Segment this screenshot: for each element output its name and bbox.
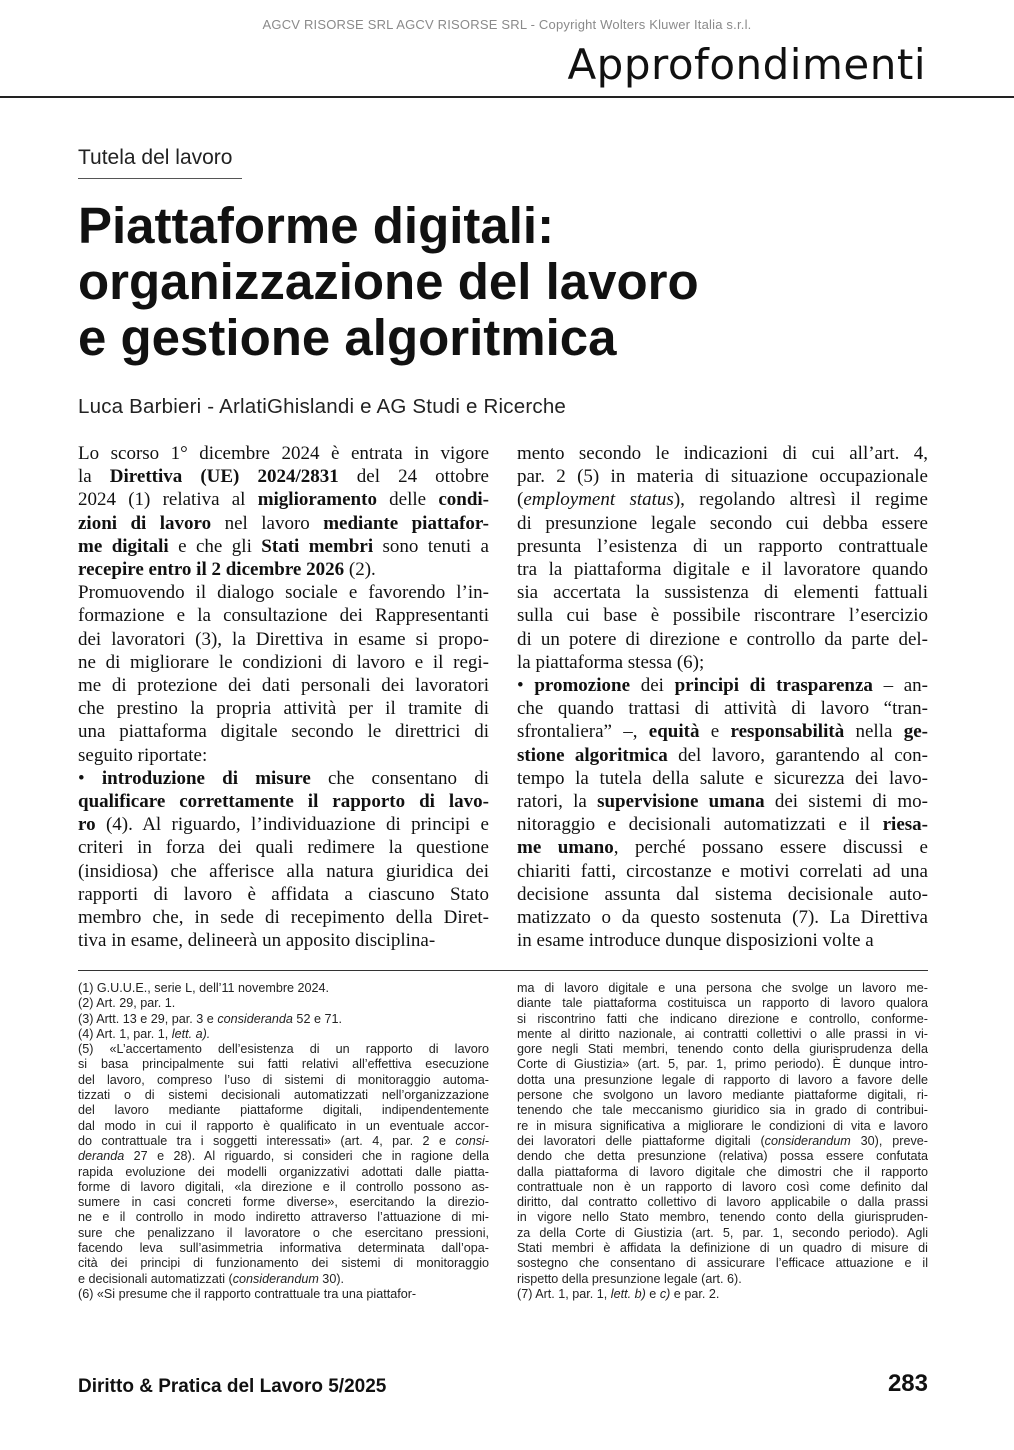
text-run: forme di lavoro digitali, «la direzione e il controllo possono as- [78, 1179, 489, 1194]
text-run: nella [844, 721, 904, 743]
text-run: re in misura significativa a migliorare le condizioni di vita e lavoro [517, 1118, 928, 1133]
text-run: delle [376, 489, 439, 511]
footnote-line [517, 1012, 928, 1027]
footnotes-rule [78, 970, 928, 971]
text-run: tiva in esame, delineerà un apposito disciplina- [78, 930, 436, 952]
body-text-line [517, 720, 928, 743]
bold-run: responsabilità [730, 721, 845, 743]
text-run: diritto, dal contratto collettivo di lavoro applicabile o dalla prassi [517, 1195, 928, 1210]
text-run: (insidiosa) che afferisce alla natura giuridica dei [78, 860, 489, 882]
bold-run: me umano [517, 837, 614, 859]
italic-run: considerandum [232, 1271, 319, 1286]
text-run: di un potere di direzione e controllo da parte del- [517, 628, 928, 650]
body-text-line [517, 535, 928, 558]
text-run: si basa principalmente sui fatti relativi all’effettiva esecuzione [78, 1057, 489, 1072]
footnote-line [517, 1256, 928, 1271]
body-text-line [78, 535, 489, 558]
text-run: 30). [318, 1271, 345, 1286]
body-text-line [517, 697, 928, 720]
footnote-line [78, 1195, 489, 1210]
bold-run: stione algoritmica [517, 744, 668, 766]
title-line: e gestione algoritmica [78, 309, 617, 366]
body-text-line [517, 628, 928, 651]
footnote-line [78, 1057, 489, 1072]
text-run: – an- [872, 675, 928, 697]
footnote-line [78, 1027, 489, 1042]
footnote-line [78, 1165, 489, 1180]
italic-run: consi- [455, 1133, 489, 1148]
footnote-line [78, 1134, 489, 1149]
text-run: presunta l’esistenza di un rapporto contrattuale [517, 535, 928, 557]
footnote-line [517, 1287, 928, 1302]
text-run: ( [517, 489, 524, 511]
text-run: del 24 ottobre [338, 466, 489, 488]
text-run: (7) Art. 1, par. 1, [517, 1286, 611, 1301]
body-text-line [78, 674, 489, 697]
body-text-line [517, 674, 928, 697]
footnote-line [517, 1210, 928, 1225]
footnote-line [78, 1241, 489, 1256]
body-text-line [517, 929, 928, 952]
text-run: la piattaforma stessa (6); [517, 651, 705, 673]
text-run: (2). [344, 559, 376, 581]
body-text-line [78, 767, 489, 790]
text-run: mento secondo le indicazioni di cui all’art. 4, [517, 443, 928, 464]
text-run: za della Corte di Giustizia (art. 5, par. 1, secondo periodo). Agli [517, 1225, 928, 1240]
text-run: decisione assunta dal sistema decisionale auto- [517, 883, 928, 905]
text-run: una piattaforma digitale secondo le direttrici di [78, 721, 489, 743]
footnote-line [517, 1057, 928, 1072]
bold-run: riesa- [882, 814, 928, 836]
body-text-line [78, 581, 489, 604]
text-run: do contrattuale tra i soggetti interessati» (art. 4, par. 2 e [78, 1133, 456, 1148]
text-run: che consentano di [310, 767, 489, 789]
body-text-line [517, 465, 928, 488]
body-text-line [78, 651, 489, 674]
text-run: dei [630, 675, 675, 697]
text-run: Stati membri è affidata la definizione di un quadro di misure di [517, 1241, 928, 1256]
bold-run: Stati membri [261, 535, 374, 557]
footnote-line [78, 1012, 489, 1027]
body-text-line [78, 813, 489, 836]
bold-run: me digitali [78, 535, 169, 557]
text-run: cità dei principi di funzionamento dei sistemi di monitoraggio [78, 1256, 489, 1271]
copyright-notice: AGCV RISORSE SRL AGCV RISORSE SRL - Copyright Wolters Kluwer Italia s.r.l. [262, 17, 752, 32]
article-title [78, 198, 938, 366]
text-run: dei lavoratori delle piattaforme digitali ( [517, 1133, 765, 1148]
text-run: sostegno che consentano di assicurare l’efficace attuazione e il [517, 1256, 928, 1271]
body-text-line [78, 604, 489, 627]
body-text-line [78, 883, 489, 906]
bold-run: ro [78, 814, 96, 836]
text-run: rapida evoluzione dei modelli organizzativi adottati dalle piatta- [78, 1164, 489, 1179]
body-text-line [517, 767, 928, 790]
footnote-line [78, 1180, 489, 1195]
body-text-line [517, 651, 928, 674]
text-run: (4) Art. 1, par. 1, [78, 1026, 172, 1041]
italic-run: lett. a). [171, 1026, 211, 1041]
italic-run: lett. b) [610, 1286, 646, 1301]
body-text-line [78, 836, 489, 859]
text-run: sure che penalizzano il lavoratore o che esercitano pressioni, [78, 1225, 489, 1240]
footnote-line [78, 1042, 489, 1057]
text-run: matizzato o da questo sostenuta (7). La Direttiva [517, 907, 928, 929]
text-run: dendo che detta presunzione (relativa) possa essere confutata [517, 1149, 928, 1164]
bold-run: Direttiva (UE) 2024/2831 [109, 466, 339, 488]
page-number: 283 [887, 1370, 928, 1397]
body-text-line [517, 488, 928, 511]
body-text-line [78, 744, 489, 767]
text-run: diante tale piattaforma costituisca un rapporto di lavoro qualora [517, 996, 928, 1011]
body-text-line [78, 558, 489, 581]
footnote-line [517, 1088, 928, 1103]
text-run: e decisionali automatizzati ( [78, 1271, 233, 1286]
body-text-line [517, 790, 928, 813]
text-run: tra la piattaforma digitale e il lavoratore quando [517, 559, 928, 581]
title-line: Piattaforme digitali: [78, 197, 555, 254]
text-run: Corte di Giustizia» (art. 5, par. 1, primo periodo). È dunque intro- [517, 1057, 928, 1072]
bold-run: qualificare correttamente il rapporto di lavo- [78, 791, 489, 813]
text-run: dei lavoratori (3), la Direttiva in esame si propo- [78, 628, 489, 650]
text-run: dotta una presunzione legale di rapporto di lavoro a favore delle [517, 1072, 928, 1087]
text-run: ne e il controllo in modo indiretto attraverso l’attuazione di mi- [78, 1210, 489, 1225]
bold-run: recepire entro il 2 dicembre 2026 [78, 559, 345, 581]
body-text-line [517, 906, 928, 929]
body-text-line [78, 906, 489, 929]
text-run: formazione e la consultazione dei Rappresentanti [78, 605, 489, 627]
body-text-line [78, 488, 489, 511]
bold-run: supervisione umana [597, 791, 765, 813]
footnote-line [517, 1027, 928, 1042]
footnote-line [517, 1103, 928, 1118]
text-run: mente al diritto nazionale, ai contratti collettivi o alle prassi in vi- [517, 1026, 928, 1041]
text-run: 30), preve- [850, 1133, 928, 1148]
text-run: del lavoro mediante piattaforme digitali, indipendentemente [78, 1103, 489, 1118]
text-run: membro che, in sede di recepimento della Diret- [78, 907, 489, 929]
footnote-line [517, 1180, 928, 1195]
body-text-line [78, 790, 489, 813]
italic-run: c) [659, 1286, 671, 1301]
footnote-line [78, 1256, 489, 1271]
footnote-line [78, 996, 489, 1011]
article-kicker: Tutela del lavoro [78, 146, 233, 169]
text-run: facendo leva sull’asimmetria informativa determinata dall’opa- [78, 1241, 489, 1256]
body-text-line [78, 860, 489, 883]
footnote-line [517, 1042, 928, 1057]
footnote-line [78, 981, 489, 996]
footnote-line [78, 1088, 489, 1103]
publication-name: Diritto & Pratica del Lavoro 5/2025 [78, 1376, 387, 1397]
text-run: di presunzione legale secondo cui debba essere [517, 512, 928, 534]
footnote-line [517, 1073, 928, 1088]
bold-run: mediante piattafor- [323, 512, 489, 534]
text-run: del lavoro, garantendo al con- [667, 744, 928, 766]
body-text-line [78, 720, 489, 743]
body-column-left [78, 442, 489, 952]
body-text-line [78, 465, 489, 488]
body-text-line [517, 836, 928, 859]
footnote-line [517, 1195, 928, 1210]
body-text-line [517, 604, 928, 627]
text-run: sulla cui base è possibile riscontrare l’esercizio [517, 605, 928, 627]
body-text-line [517, 442, 928, 465]
bold-run: ge- [903, 721, 928, 743]
text-run: la [78, 466, 110, 488]
bold-run: promozione [534, 675, 631, 697]
text-run: ), regolando altresì il regime [673, 489, 928, 511]
bold-run: zioni di lavoro [78, 512, 212, 534]
footnote-line [517, 996, 928, 1011]
text-run: sia accertata la sussistenza di elementi fattuali [517, 582, 928, 604]
text-run: gore negli Stati membri, tenendo conto della giurisprudenza della [517, 1042, 928, 1057]
footnote-line [517, 1134, 928, 1149]
text-run: • [517, 675, 535, 697]
italic-run: deranda [78, 1149, 125, 1164]
text-run: tenendo che tale meccanismo giuridico sia in grado di contribui- [517, 1103, 928, 1118]
footnotes-column-right [517, 981, 928, 1302]
text-run: Promuovendo il dialogo sociale e favorendo l’in- [78, 582, 489, 604]
text-run: • [78, 767, 102, 789]
text-run: rapporti di lavoro è affidata a ciascuno Stato [78, 883, 489, 905]
text-run: seguito riportate: [78, 744, 208, 766]
body-text-line [517, 883, 928, 906]
header-rule [0, 96, 1014, 98]
text-run: rispetto della presunzione legale (art. 6). [517, 1271, 742, 1286]
text-run: ne di migliorare le condizioni di lavoro e il regi- [78, 651, 489, 673]
text-run: (4). Al riguardo, l’individuazione di principi e [95, 814, 489, 836]
text-run: sono tenuti a [373, 535, 489, 557]
body-text-line [517, 744, 928, 767]
footnote-line [78, 1272, 489, 1287]
italic-run: considerandum [764, 1133, 851, 1148]
body-text-line [78, 628, 489, 651]
text-run: e che gli [168, 535, 262, 557]
text-run: sfrontaliera” –, [517, 721, 649, 743]
title-line: organizzazione del lavoro [78, 253, 699, 310]
body-text-line [78, 512, 489, 535]
footnote-line [517, 1241, 928, 1256]
body-text-line [78, 442, 489, 465]
footnote-line [78, 1103, 489, 1118]
body-text-line [517, 512, 928, 535]
text-run: sumere in casi concreti forme diverse», esercitando la direzio- [78, 1195, 489, 1210]
article-author: Luca Barbieri - ArlatiGhislandi e AG Studi e Ricerche [78, 395, 567, 418]
text-run: che quando trattasi di attività di lavoro “tran- [517, 698, 928, 720]
text-run: e [699, 721, 731, 743]
footnote-line [517, 1272, 928, 1287]
text-run: e [645, 1286, 660, 1301]
text-run: Lo scorso 1° dicembre 2024 è entrata in vigore [78, 443, 489, 464]
text-run: dalla piattaforma di lavoro digitale che dimostri che il rapporto [517, 1164, 928, 1179]
footnote-line [78, 1073, 489, 1088]
bold-run: principi di trasparenza [674, 675, 873, 697]
footnote-line [78, 1149, 489, 1164]
footnotes-column-left [78, 981, 489, 1302]
text-run: si riscontrino fatti che indicano direzione e controllo, conforme- [517, 1011, 928, 1026]
footnote-line [517, 1226, 928, 1241]
text-run: che prestino la propria attività per il tramite di [78, 698, 489, 720]
text-run: contrattuale non è un rapporto di lavoro così come definito dal [517, 1179, 928, 1194]
footnote-line [78, 1287, 489, 1302]
body-text-line [78, 929, 489, 952]
text-run: in esame introduce dunque disposizioni volte a [517, 930, 874, 952]
bold-run: introduzione di misure [101, 767, 311, 789]
footnote-line [517, 981, 928, 996]
body-text-line [517, 813, 928, 836]
bold-run: equità [648, 721, 700, 743]
italic-run: employment status [523, 489, 674, 511]
footnote-line [78, 1119, 489, 1134]
text-run: tempo la tutela della salute e sicurezza dei lavo- [517, 767, 928, 789]
text-run: me di protezione dei dati personali dei lavoratori [78, 675, 489, 697]
text-run: , perché possano essere discussi e [613, 837, 928, 859]
body-text-line [517, 860, 928, 883]
text-run: dei sistemi di mo- [764, 791, 928, 813]
text-run: (2) Art. 29, par. 1. [78, 996, 176, 1011]
footnote-line [517, 1165, 928, 1180]
body-text-line [78, 697, 489, 720]
section-label: Approfondimenti [567, 40, 926, 89]
bold-run: condi- [438, 489, 489, 511]
text-run: (1) G.U.U.E., serie L, dell’11 novembre 2024. [78, 981, 330, 995]
text-run: 52 e 71. [292, 1011, 342, 1026]
italic-run: consideranda [217, 1011, 293, 1026]
text-run: ma di lavoro digitale e una persona che svolge un lavoro me- [517, 981, 928, 995]
text-run: tizzati o di sistemi decisionali automatizzati nell’organizzazione [78, 1088, 489, 1103]
text-run: nel lavoro [211, 512, 324, 534]
footnote-line [517, 1149, 928, 1164]
text-run: persone che svolgono un lavoro mediante piattaforme digitali, ri- [517, 1088, 928, 1103]
footnote-line [78, 1226, 489, 1241]
text-run: ratori, la [517, 791, 598, 813]
text-run: chiariti fatti, circostanze e motivi correlati ad una [517, 860, 928, 882]
body-column-right [517, 442, 928, 952]
footnote-line [517, 1119, 928, 1134]
text-run: e par. 2. [670, 1286, 720, 1301]
text-run: dal modo in cui il rapporto è qualificato in un eventuale accor- [78, 1118, 489, 1133]
text-run: 27 e 28). Al riguardo, si consideri che in ragione della [124, 1149, 489, 1164]
text-run: nitoraggio e decisionali automatizzati e il [517, 814, 883, 836]
body-text-line [517, 558, 928, 581]
text-run: (6) «Si presume che il rapporto contrattuale tra una piattafor- [78, 1286, 417, 1301]
kicker-underline [78, 178, 242, 179]
body-text-line [517, 581, 928, 604]
text-run: (5) «L’accertamento dell’esistenza di un rapporto di lavoro [78, 1042, 489, 1057]
footnote-line [78, 1210, 489, 1225]
bold-run: miglioramento [257, 489, 377, 511]
text-run: par. 2 (5) in materia di situazione occupazionale [517, 466, 928, 488]
text-run: 2024 (1) relativa al [78, 489, 258, 511]
text-run: del lavoro, compreso l’uso di sistemi di monitoraggio automa- [78, 1072, 489, 1087]
text-run: criteri in forza dei quali redimere la questione [78, 837, 489, 859]
text-run: (3) Artt. 13 e 29, par. 3 e [78, 1011, 218, 1026]
text-run: in vigore nello Stato membro, tenendo conto della giurispruden- [517, 1210, 928, 1225]
